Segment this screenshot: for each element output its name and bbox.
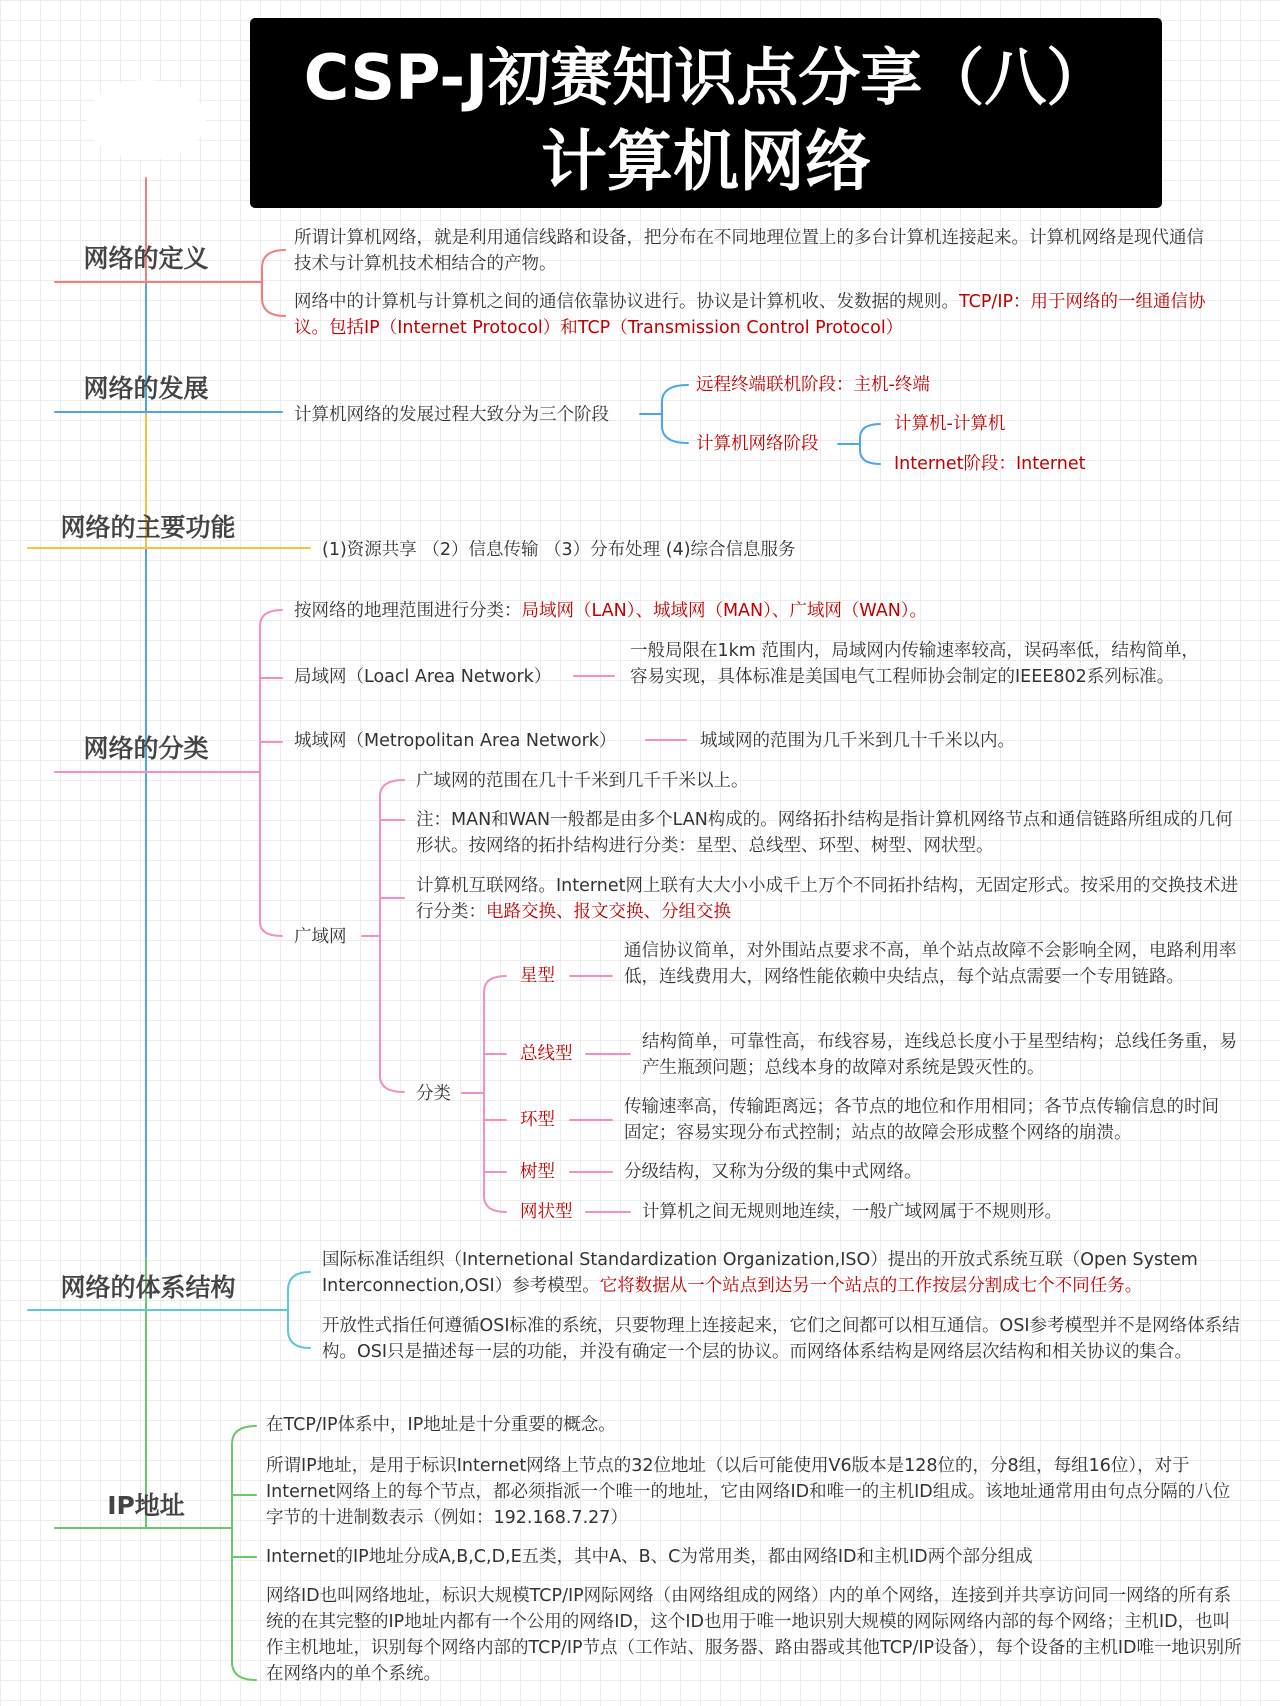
architecture-p1	[322, 1247, 1242, 1299]
ip-p1: 在TCP/IP体系中，IP地址是十分重要的概念。	[266, 1415, 616, 1435]
classification-lan-desc: 一般局限在1km 范围内，局域网内传输速率较高，误码率低，结构简单，容易实现，具体标准是美国电气工程师协会制定的IEEE802系列标准。	[630, 641, 1199, 687]
functions-text: (1)资源共享 （2）信息传输 （3）分布处理 (4)综合信息服务	[322, 540, 796, 560]
development-stage1: 远程终端联机阶段：主机-终端	[696, 375, 930, 395]
classification-geo-plain: 按网络的地理范围进行分类：	[294, 601, 522, 621]
topo-mesh-name: 网状型	[520, 1202, 573, 1222]
definition-bracket	[262, 250, 285, 316]
classification-geo-types: 局域网（LAN）、城域网（MAN）、广域网（WAN）。	[521, 601, 928, 621]
classification-man: 城域网（Metropolitan Area Network）	[294, 731, 617, 751]
ip-p3: Internet的IP地址分成A,B,C,D,E五类，其中A、B、C为常用类，都由网络ID和主机ID两个部分组成	[266, 1547, 1033, 1567]
architecture-p2: 开放性式指任何遵循OSI标准的系统，只要物理上连接起来，它们之间都可以相互通信。OSI参考模型并不是网络体系结构。OSI只是描述每一层的功能，并没有确定一个层的协议。而网络体系结构是网络层次结构和相关协议的集合。	[322, 1316, 1240, 1362]
wan-fenlei: 分类	[416, 1084, 451, 1104]
heading-classification: 网络的分类	[83, 734, 209, 763]
topo-star-desc: 通信协议简单，对外围站点要求不高，单个站点故障不会影响全网，电路利用率低，连线费用大，网络性能依赖中央结点，每个站点需要一个专用链路。	[624, 941, 1237, 987]
topo-star-name: 星型	[520, 966, 555, 986]
architecture-p1-plain: 国际标准话组织（Internetional Standardization Organization,ISO）提出的开放式系统互联（Open System Interconnection,OSI）参考模型。	[322, 1250, 1198, 1296]
fenlei-bracket	[484, 976, 506, 1212]
wan-internet-plain: 计算机互联网络。Internet网上联有大大小小成千上万个不同拓扑结构，无固定形式。按采用的交换技术进行分类：	[416, 876, 1238, 922]
development-bracket2	[860, 424, 880, 464]
heading-architecture: 网络的体系结构	[60, 1273, 236, 1302]
wan-note: 注：MAN和WAN一般都是由多个LAN构成的。网络拓扑结构是指计算机网络节点和通信链路所组成的几何形状。按网络的拓扑结构进行分类：星型、总线型、环型、树型、网状型。	[416, 810, 1233, 856]
development-stage2a: 计算机-计算机	[894, 414, 1006, 434]
topo-bus-desc: 结构简单，可靠性高，布线容易，连线总长度小于星型结构；总线任务重，易产生瓶颈问题；总线本身的故障对系统是毁灭性的。	[642, 1032, 1237, 1078]
development-bracket	[662, 385, 688, 443]
wan-internet-switching: 电路交换、报文交换、分组交换	[486, 902, 731, 922]
root-node	[86, 80, 206, 160]
heading-functions: 网络的主要功能	[60, 513, 236, 542]
classification-lan: 局域网（Loacl Area Network）	[294, 667, 552, 687]
ip-bracket	[232, 1426, 256, 1680]
topo-tree-name: 树型	[520, 1162, 555, 1182]
heading-definition: 网络的定义	[83, 244, 209, 273]
wan-bracket	[380, 780, 404, 1092]
classification-wan: 广域网	[294, 927, 347, 947]
title-line1: CSP-J初赛知识点分享（八）	[303, 41, 1109, 114]
definition-p2-plain: 网络中的计算机与计算机之间的通信依靠协议进行。协议是计算机收、发数据的规则。	[294, 292, 959, 312]
wan-range: 广域网的范围在几十千米到几千千米以上。	[416, 771, 749, 791]
architecture-p1-osi: 它将数据从一个站点到达另一个站点的工作按层分割成七个不同任务。	[599, 1276, 1143, 1296]
heading-development: 网络的发展	[83, 374, 209, 403]
classification-geo	[294, 598, 927, 624]
topo-tree-desc: 分级结构，又称为分级的集中式网络。	[624, 1162, 922, 1182]
topo-ring-name: 环型	[520, 1110, 555, 1130]
definition-p1: 所谓计算机网络，就是利用通信线路和设备，把分布在不同地理位置上的多台计算机连接起来。计算机网络是现代通信技术与计算机技术相结合的产物。	[294, 228, 1204, 274]
ip-p2: 所谓IP地址，是用于标识Internet网络上节点的32位地址（以后可能使用V6版本是128位的，分8组，每组16位），对于Internet网络上的每个节点，都必须指派一个唯一的地址，它由网络ID和唯一的主机ID组成。该地址通常用由句点分隔的八位字节的十进制数表示（例如：192.168.7.27）	[266, 1456, 1231, 1528]
topo-bus-name: 总线型	[520, 1044, 573, 1064]
definition-p2	[294, 289, 1214, 341]
wan-internet	[416, 873, 1246, 925]
ip-p4: 网络ID也叫网络地址，标识大规模TCP/IP网际网络（由网络组成的网络）内的单个网络，连接到并共享访问同一网络的所有系统的在其完整的IP地址内都有一个公用的网络ID，这个ID也用于唯一地识别大规模的网际网络内部的每个网络；主机ID，也叫作主机地址，识别每个网络内部的TCP/IP节点（工作站、服务器、路由器或其他TCP/IP设备），每个设备的主机ID唯一地识别所在网络内的单个系统。	[266, 1586, 1242, 1684]
classification-man-desc: 城域网的范围为几千米到几十千米以内。	[700, 731, 1015, 751]
development-intro: 计算机网络的发展过程大致分为三个阶段	[294, 405, 609, 425]
architecture-bracket	[288, 1272, 310, 1348]
title-banner	[250, 18, 1162, 208]
definition-p2-tcpip: TCP/IP：用于网络的一组通信协议。包括IP（Internet Protocol）和TCP（Transmission Control Protocol）	[294, 292, 1206, 338]
topo-ring-desc: 传输速率高，传输距离远；各节点的地位和作用相同；各节点传输信息的时间固定；容易实现分布式控制；站点的故障会形成整个网络的崩溃。	[624, 1097, 1219, 1143]
title-line2: 计算机网络	[541, 123, 871, 200]
development-stage2b: Internet阶段：Internet	[894, 454, 1086, 474]
heading-ip: IP地址	[107, 1491, 185, 1520]
development-stage2: 计算机网络阶段	[696, 434, 819, 454]
classification-bracket	[260, 610, 282, 936]
topo-mesh-desc: 计算机之间无规则地连续，一般广域网属于不规则形。	[642, 1202, 1062, 1222]
